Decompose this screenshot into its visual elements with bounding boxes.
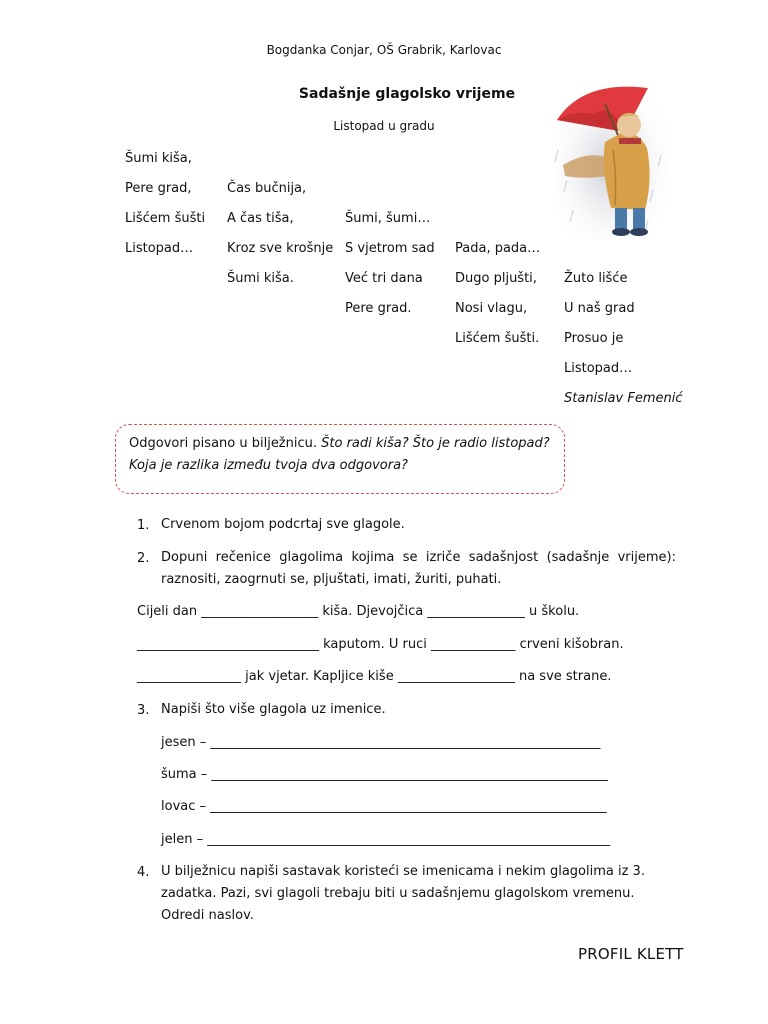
poem-line: Pere grad, [125,181,192,196]
fill-in-sentence: ________________ jak vjetar. Kapljice kiše __________________ na sve strane. [137,669,612,684]
poem-line: Šumi, šumi… [345,211,431,226]
noun-line: lovac – _____________________________________________________________ [161,799,607,814]
poem-line: Već tri dana [345,271,423,286]
instruction-question-1: Što radi kiša? Što je radio listopad? [321,436,550,451]
publisher-brand: PROFIL KLETT [578,945,684,963]
poem-line: Listopad… [564,361,633,376]
poem-line: Žuto lišće [564,271,628,286]
noun-line: jesen – ____________________________________________________________ [161,735,601,750]
poet-signature: Stanislav Femenić [564,391,683,406]
task-text: Dopuni rečenice glagolima kojima se izriče sadašnjost (sadašnje vrijeme): raznositi, zaogrnuti se, pljuštati, imati, žuriti, puhati. [161,550,676,587]
poem-line: S vjetrom sad [345,241,435,256]
poem-line: A čas tiša, [227,211,294,226]
poem-line: Listopad… [125,241,194,256]
poem-title: Listopad u gradu [333,119,435,133]
fill-in-sentence: Cijeli dan __________________ kiša. Djevojčica _______________ u školu. [137,604,580,619]
fill-in-sentence: ____________________________ kaputom. U ruci _____________ crveni kišobran. [137,637,624,652]
poem-line: Šumi kiša. [227,271,294,286]
task-number: 2. [137,551,150,566]
instruction-lead: Odgovori pisano u bilježnicu. [129,436,322,451]
poem-line: Lišćem šušti [125,211,206,226]
poem-line: Dugo pljušti, [455,271,537,286]
noun-line: šuma – _____________________________________________________________ [161,767,608,782]
poem-line: Kroz sve krošnje [227,241,334,256]
poem-line: Prosuo je [564,331,624,346]
task-text: Napiši što više glagola uz imenice. [161,702,386,717]
umbrella-child-illustration [553,80,668,240]
noun-line: jelen – ______________________________________________________________ [161,832,611,847]
task-text: Crvenom bojom podcrtaj sve glagole. [161,517,405,532]
instruction-box [115,424,565,494]
poem-line: Nosi vlagu, [455,301,528,316]
poem-line: Lišćem šušti. [455,331,540,346]
task-number: 3. [137,703,150,718]
poem-line: Čas bučnija, [227,181,307,196]
poem-line: Šumi kiša, [125,151,192,166]
poem-line: U naš grad [564,301,635,316]
task-number: 1. [137,518,150,533]
author-line: Bogdanka Conjar, OŠ Grabrik, Karlovac [266,43,502,57]
task-text: U bilježnicu napiši sastavak koristeći se imenicama i nekim glagolima iz 3. zadatka. Pazi, svi glagoli trebaju biti u sadašnjemu glagolskom vremenu. Odredi naslov. [161,864,645,923]
poem-line: Pada, pada… [455,241,541,256]
task-number: 4. [137,865,150,880]
page-title: Sadašnje glagolsko vrijeme [298,86,516,102]
instruction-question-2: Koja je razlika između tvoja dva odgovora? [129,458,408,473]
poem-line: Pere grad. [345,301,412,316]
